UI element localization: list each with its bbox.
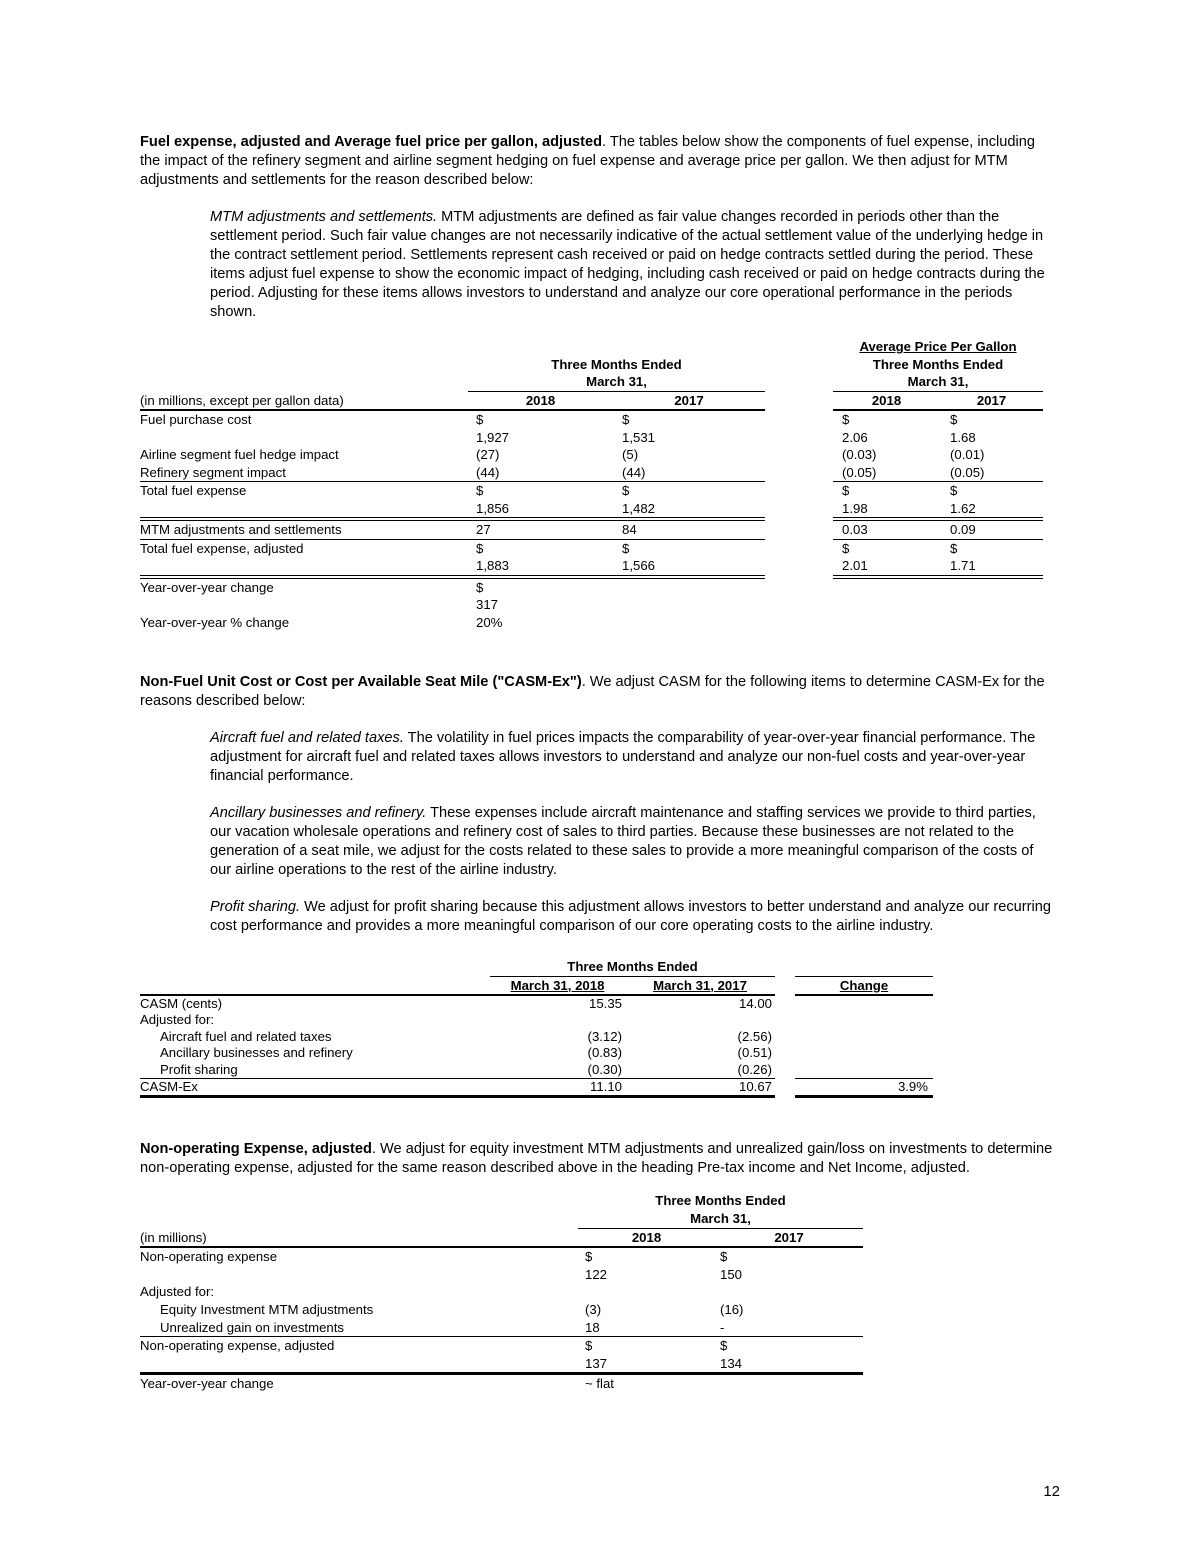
period-row [140,1192,1058,1210]
period-row [140,356,1058,374]
cell-value: 1.71 [950,558,976,573]
dollar-sign: $ [622,540,630,556]
units-note: (in millions, except per gallon data) [140,392,344,408]
cell-value: 1,856 [476,500,510,516]
row-label: Non-operating expense, adjusted [140,1338,335,1354]
cell-value: 150 [720,1266,743,1282]
dollar-sign: $ [622,483,630,498]
cell-value: (3.12) [587,1028,622,1044]
col-2018: 2018 [525,392,556,408]
cell-value: 2.01 [842,558,868,573]
year-header-row [140,392,1058,410]
row-label: CASM (cents) [140,996,223,1011]
table-title-row [140,338,1058,356]
cell-value: - [720,1319,725,1335]
cell-value: (0.83) [587,1045,622,1061]
period-subrow [140,373,1058,391]
table-row [140,446,1058,464]
cell-value: 14.00 [738,996,772,1011]
cell-value: 1,482 [622,500,656,516]
dollar-sign: $ [950,412,958,427]
cell-value: 18 [585,1319,600,1335]
cell-value: (0.30) [587,1061,622,1077]
cell-value: (0.51) [737,1045,772,1061]
col-2017: 2017 [674,392,704,408]
avg-price-title: Average Price Per Gallon [859,339,1017,354]
dollar-sign: $ [842,540,850,556]
table-row [140,1283,1058,1301]
aircraft-lead: Aircraft fuel and related taxes. [210,730,404,746]
table-row [140,579,1058,614]
ancillary-lead: Ancillary businesses and refinery. [210,805,427,821]
table-row [140,996,1058,1012]
dollar-sign: $ [585,1249,593,1265]
units-note: (in millions) [140,1229,207,1245]
nonop-lead: Non-operating Expense, adjusted [140,1141,372,1158]
cell-value: 1.68 [950,429,976,445]
mtm-paragraph [210,208,1058,322]
nonop-heading-paragraph [140,1140,1058,1178]
cell-value: (44) [476,464,500,480]
period-title: Three Months Ended [490,958,775,977]
year-header-row [140,1229,1058,1247]
profit-lead: Profit sharing. [210,899,301,915]
row-label: Profit sharing [160,1061,238,1077]
dollar-sign: $ [585,1338,593,1354]
column-header-row [140,977,1058,995]
dollar-sign: $ [476,540,484,556]
table-row [140,411,1058,446]
dollar-sign: $ [842,412,850,427]
cell-value: 20% [476,614,503,630]
cell-value: (44) [622,464,646,480]
mtm-lead: MTM adjustments and settlements. [210,209,438,225]
cell-value: (0.26) [737,1061,772,1077]
cell-value: (0.03) [842,447,877,462]
cell-value: 15.35 [588,996,622,1011]
row-label: Unrealized gain on investments [160,1319,344,1335]
dollar-sign: $ [476,579,484,595]
cell-value: 11.10 [589,1079,622,1095]
intro-paragraph [140,133,1058,190]
row-label: Equity Investment MTM adjustments [160,1302,374,1317]
col-change: Change [839,977,889,993]
page-content [140,133,1058,1393]
aircraft-text: The volatility in fuel prices impacts the comparability of year-over-year financial performance. The adjustment for aircraft fuel and related taxes allows investors to understand and analyze our non-fuel costs and year-over-year financial performance. [210,730,1036,784]
row-label: Adjusted for: [140,1012,215,1028]
cell-value: (5) [622,447,639,462]
row-label: Aircraft fuel and related taxes [160,1028,332,1044]
casm-heading-paragraph [140,673,1058,711]
cell-value: 1.98 [842,500,868,516]
table-row [140,1301,1058,1319]
cell-value: 1,883 [476,558,510,573]
fuel-expense-table [140,338,1058,631]
period-subrow [140,1210,1058,1228]
table-row [140,1012,1058,1028]
row-label: Ancillary businesses and refinery [160,1045,353,1061]
cell-value: 0.09 [950,522,976,537]
row-label: Airline segment fuel hedge impact [140,447,339,462]
table-row [140,1062,1058,1078]
cell-value: (16) [720,1302,744,1317]
cell-value: 134 [720,1355,743,1371]
dollar-sign: $ [720,1338,728,1354]
cell-value: 27 [476,522,491,537]
row-label: Non-operating expense [140,1249,278,1265]
table-row [140,482,1058,517]
cell-value: 1,927 [476,429,510,445]
col-2018: 2018 [871,392,902,408]
cell-value: 0.03 [842,522,868,537]
cell-value: (2.56) [737,1028,772,1044]
casm-text: . We adjust CASM for the following items to determine CASM-Ex for the reasons described below: [140,674,1045,709]
row-label: MTM adjustments and settlements [140,522,342,537]
row-label: Refinery segment impact [140,464,286,480]
table-row [140,1319,1058,1337]
row-label: Total fuel expense [140,483,247,498]
cell-value: (0.05) [950,464,985,480]
profit-paragraph [210,898,1058,936]
cell-value: 84 [622,522,637,537]
col-march-2017: March 31, 2017 [653,977,747,993]
nonop-table [140,1192,1058,1393]
dollar-sign: $ [476,412,484,427]
cell-value [795,996,933,1012]
row-label: CASM-Ex [140,1079,198,1095]
cell-value: 1,531 [622,429,656,445]
cell-value: 1,566 [622,558,656,573]
dollar-sign: $ [622,412,630,427]
row-label: Fuel purchase cost [140,412,252,427]
period-title: Three Months Ended [655,1193,786,1209]
dollar-sign: $ [950,540,958,556]
col-march-2018: March 31, 2018 [510,977,605,993]
table-row [140,464,1058,482]
period-row [140,958,1058,977]
table-row [140,1029,1058,1045]
cell-value: 317 [476,597,499,612]
col-2018: 2018 [631,1229,662,1245]
casm-lead: Non-Fuel Unit Cost or Cost per Available Seat Mile ("CASM-Ex") [140,674,582,690]
table-row [140,614,1058,632]
cell-value: 122 [585,1266,608,1282]
row-label: Year-over-year change [140,1376,274,1392]
period-subtitle: March 31, [690,1211,751,1227]
row-label: Year-over-year change [140,579,274,595]
intro-text: . The tables below show the components of fuel expense, including the impact of the refinery segment and airline segment hedging on fuel expense and average price per gallon. We then adjust for MTM adjustments and settlements for the reason described below: [140,134,1035,188]
cell-value: (3) [585,1302,602,1317]
row-label: Adjusted for: [140,1284,215,1300]
period-title: Three Months Ended [551,356,682,372]
casm-table [140,958,1058,1098]
divider [140,1095,1058,1098]
page-number: 12 [1043,1483,1060,1500]
cell-value: 3.9% [897,1079,928,1095]
table-row [140,1337,1058,1372]
cell-value: 10.67 [738,1079,772,1095]
period-subtitle: March 31, [907,374,969,389]
aircraft-paragraph [210,729,1058,786]
ancillary-text: These expenses include aircraft maintenance and staffing services we provide to third parties, our vacation wholesale operations and refinery cost of sales to third parties. Because these businesses are not related to the generation of a seat mile, we adjust for the costs related to these sales to provide a more meaningful comparison of the costs of our airline operations to the rest of the airline industry. [210,805,1036,878]
table-row [140,1248,1058,1283]
table-row [140,1079,1058,1095]
cell-value: 1.62 [950,500,976,516]
table-row [140,540,1058,575]
dollar-sign: $ [950,483,958,498]
dollar-sign: $ [476,483,484,498]
cell-value: 137 [585,1355,608,1371]
dollar-sign: $ [842,483,850,498]
col-2017: 2017 [774,1229,804,1245]
cell-value: 2.06 [842,429,868,445]
mtm-text: MTM adjustments are defined as fair value changes recorded in periods other than the settlement period. Such fair value changes are not necessarily indicative of the actual settlement value of the underlying hedge in the contract settlement period. Settlements represent cash received or paid on hedge contracts settled during the period. These items adjust fuel expense to show the economic impact of hedging, including cash received or paid on hedge contracts during the period. Adjusting for these items allows investors to understand and analyze our core operational performance in the periods shown. [210,209,1045,320]
table-row [140,521,1058,539]
cell-value: ~ flat [585,1376,614,1392]
cell-value: (0.05) [842,464,877,480]
cell-value: (0.01) [950,447,985,462]
period-title: Three Months Ended [872,356,1004,372]
table-row [140,1375,1058,1393]
table-row [140,1045,1058,1061]
profit-text: We adjust for profit sharing because this adjustment allows investors to better understand and analyze our recurring cost performance and provides a more meaningful comparison of our core operating costs to the airline industry. [210,899,1051,934]
cell-value: (27) [476,447,500,462]
row-label: Total fuel expense, adjusted [140,540,304,556]
dollar-sign: $ [720,1249,728,1265]
nonop-text: . We adjust for equity investment MTM adjustments and unrealized gain/loss on investments to determine non-operating expense, adjusted for the same reason described above in the heading Pre-tax income and Net Income, adjusted. [140,1141,1053,1177]
col-2017: 2017 [976,392,1007,408]
row-label: Year-over-year % change [140,614,290,630]
period-subtitle: March 31, [586,374,647,389]
intro-lead: Fuel expense, adjusted and Average fuel price per gallon, adjusted [140,134,602,150]
ancillary-paragraph [210,804,1058,880]
